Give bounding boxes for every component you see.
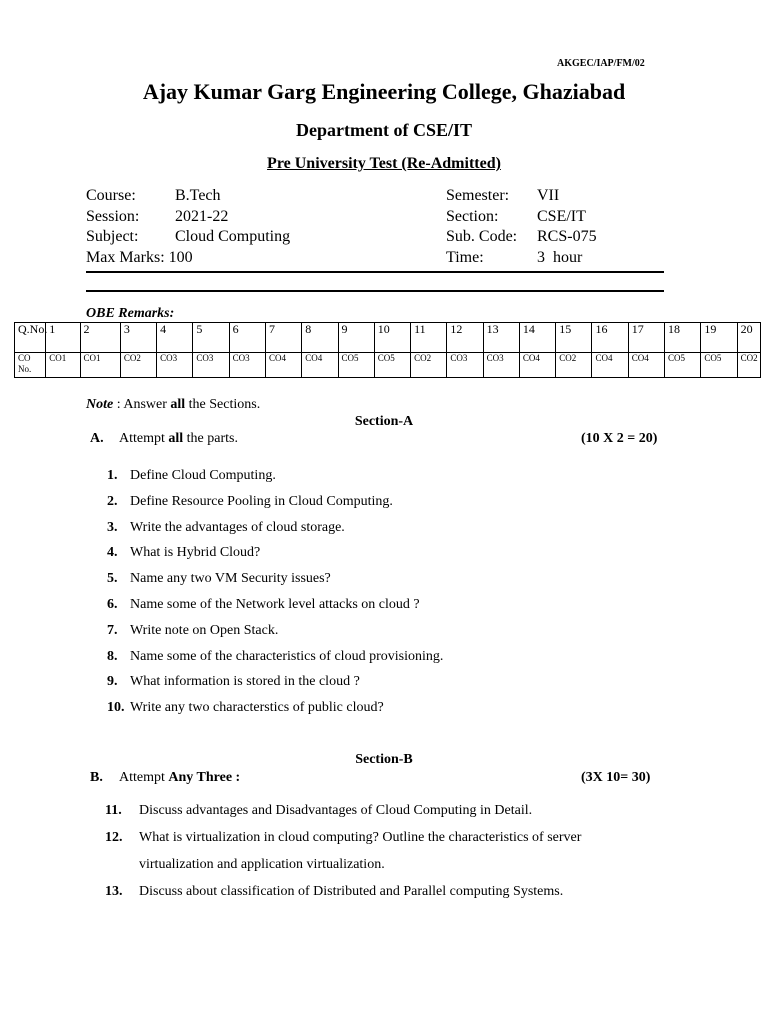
form-code: AKGEC/IAP/FM/02 <box>557 58 645 69</box>
obe-co-cell: CO2 <box>411 353 447 378</box>
question-text: Name some of the Network level attacks on cloud ? <box>130 597 420 612</box>
obe-co-cell: CO4 <box>628 353 664 378</box>
question-item <box>107 571 331 587</box>
question-number: 8. <box>107 648 118 664</box>
department-name: Department of CSE/IT <box>296 120 472 140</box>
obe-co-cell: CO1 <box>46 353 80 378</box>
question-number: 10. <box>107 700 125 716</box>
question-item <box>107 545 260 561</box>
obe-co-cell: CO4 <box>302 353 338 378</box>
obe-qno-cell: 13 <box>483 323 519 353</box>
question-text: Write note on Open Stack. <box>130 622 279 638</box>
obe-co-cell: CO1 <box>80 353 120 378</box>
obe-qno-cell: 2 <box>80 323 120 353</box>
obe-co-cell: CO4 <box>592 353 628 378</box>
question-text: Write any two characterstics of public cloud? <box>130 700 384 716</box>
question-continuation <box>105 857 385 873</box>
question-item <box>105 803 532 819</box>
instruction-text: Attempt <box>119 431 169 446</box>
info-label: Session: <box>86 207 140 225</box>
question-item <box>107 468 276 484</box>
info-label: Max Marks: <box>86 248 165 266</box>
info-value: CSE/IT <box>537 207 586 225</box>
info-course <box>86 186 290 207</box>
question-number: 4. <box>107 545 118 561</box>
info-right <box>446 186 597 268</box>
info-left <box>86 186 290 268</box>
question-item <box>107 649 443 665</box>
obe-co-cell: CO3 <box>157 353 193 378</box>
question-text: Write the advantages of cloud storage. <box>130 519 345 535</box>
info-max-marks <box>86 248 290 269</box>
question-text: Define Resource Pooling in Cloud Computing. <box>130 493 393 509</box>
info-value: B.Tech <box>175 187 221 204</box>
section-a-marks: (10 X 2 = 20) <box>581 431 658 446</box>
obe-qno-cell: 14 <box>519 323 555 353</box>
info-label: Course: <box>86 187 136 204</box>
note-text: the Sections. <box>185 397 261 412</box>
question-text: Name some of the characteristics of cloud provisioning. <box>130 648 444 664</box>
obe-co-cell: CO4 <box>519 353 555 378</box>
section-letter: A. <box>90 431 104 446</box>
info-value: 3 hour <box>537 248 583 266</box>
question-text: virtualization and application virtualization. <box>139 857 385 872</box>
test-title: Pre University Test (Re-Admitted) <box>267 155 501 172</box>
info-value: 2021-22 <box>175 207 229 225</box>
question-number: 2. <box>107 493 118 509</box>
obe-co-cell: CO4 <box>265 353 301 378</box>
question-number: 12. <box>105 830 123 845</box>
obe-qno-cell: 12 <box>447 323 483 353</box>
question-item <box>107 623 278 639</box>
obe-qno-cell: 10 <box>374 323 410 353</box>
divider-line <box>86 271 664 273</box>
obe-qno-cell: 17 <box>628 323 664 353</box>
question-number: 5. <box>107 571 118 587</box>
obe-qno-cell: 5 <box>193 323 229 353</box>
instruction-bold: all <box>168 431 184 446</box>
obe-co-cell: CO2 <box>556 353 592 378</box>
question-text: Discuss advantages and Disadvantages of Cloud Computing in Detail. <box>139 803 533 818</box>
question-text: What is Hybrid Cloud? <box>130 545 261 561</box>
note <box>86 397 260 413</box>
section-b-title: Section-B <box>355 752 413 767</box>
info-session <box>86 207 290 228</box>
info-semester <box>446 186 597 207</box>
obe-qno-row <box>15 323 761 353</box>
question-number: 9. <box>107 674 118 690</box>
obe-co-cell: CO2 <box>120 353 156 378</box>
section-b-marks: (3X 10= 30) <box>581 770 651 785</box>
obe-co-cell: CO5 <box>665 353 701 378</box>
info-time <box>446 248 597 269</box>
obe-row-header: Q.No. <box>15 323 46 353</box>
obe-co-cell: CO2 <box>737 353 760 378</box>
question-text: Define Cloud Computing. <box>130 468 276 483</box>
obe-qno-cell: 6 <box>229 323 265 353</box>
section-letter: B. <box>90 770 103 785</box>
question-item <box>105 830 581 846</box>
obe-co-cell: CO3 <box>483 353 519 378</box>
question-item <box>107 674 360 690</box>
info-label: Sub. Code: <box>446 228 518 245</box>
college-name: Ajay Kumar Garg Engineering College, Ghaziabad <box>142 79 626 104</box>
question-number: 1. <box>107 468 118 483</box>
obe-co-cell: CO3 <box>193 353 229 378</box>
obe-co-cell: CO5 <box>374 353 410 378</box>
obe-qno-cell: 16 <box>592 323 628 353</box>
obe-qno-cell: 19 <box>701 323 737 353</box>
question-text: Name any two VM Security issues? <box>130 571 331 587</box>
obe-co-cell: CO5 <box>338 353 374 378</box>
question-item <box>107 520 345 536</box>
info-value: RCS-075 <box>537 228 597 245</box>
instruction-text: Attempt <box>119 770 169 785</box>
info-section <box>446 207 597 228</box>
info-sub-code <box>446 227 597 248</box>
obe-qno-cell: 9 <box>338 323 374 353</box>
obe-co-cell: CO3 <box>447 353 483 378</box>
question-number: 6. <box>107 597 118 612</box>
info-subject <box>86 227 290 248</box>
question-item <box>107 494 393 510</box>
note-bold: all <box>170 397 186 412</box>
obe-row-header: CO No. <box>15 353 46 378</box>
info-value: VII <box>537 187 560 204</box>
info-label: Semester: <box>446 187 510 204</box>
question-text: What is virtualization in cloud computing? Outline the characteristics of server <box>139 830 582 845</box>
obe-table <box>14 322 761 378</box>
question-number: 7. <box>107 622 118 638</box>
obe-qno-cell: 20 <box>737 323 760 353</box>
obe-qno-cell: 4 <box>157 323 193 353</box>
info-label: Section: <box>446 207 499 225</box>
question-text: What information is stored in the cloud ? <box>130 674 360 690</box>
instruction-bold: Any Three : <box>168 770 241 785</box>
question-number: 11. <box>105 803 122 818</box>
obe-qno-cell: 8 <box>302 323 338 353</box>
question-text: Discuss about classification of Distributed and Parallel computing Systems. <box>139 884 564 899</box>
section-a-instruction <box>90 431 238 447</box>
obe-remarks-title: OBE Remarks: <box>86 306 175 321</box>
section-a-title: Section-A <box>354 414 414 429</box>
info-label: Time: <box>446 248 484 266</box>
note-text: : Answer <box>113 397 171 412</box>
obe-co-cell: CO3 <box>229 353 265 378</box>
info-label: Subject: <box>86 228 139 245</box>
obe-qno-cell: 3 <box>120 323 156 353</box>
question-number: 3. <box>107 519 118 535</box>
question-item <box>107 597 420 613</box>
question-item <box>107 700 384 716</box>
obe-qno-cell: 11 <box>411 323 447 353</box>
instruction-text: the parts. <box>183 431 238 446</box>
obe-qno-cell: 7 <box>265 323 301 353</box>
obe-co-row <box>15 353 761 378</box>
question-item <box>105 884 563 900</box>
question-number: 13. <box>105 884 123 899</box>
obe-qno-cell: 1 <box>46 323 80 353</box>
obe-qno-cell: 18 <box>665 323 701 353</box>
note-label: Note <box>86 397 114 412</box>
obe-co-cell: CO5 <box>701 353 737 378</box>
info-value: 100 <box>168 248 193 266</box>
info-value: Cloud Computing <box>175 228 291 245</box>
obe-qno-cell: 15 <box>556 323 592 353</box>
divider-line <box>86 290 664 292</box>
section-b-instruction <box>90 770 240 786</box>
